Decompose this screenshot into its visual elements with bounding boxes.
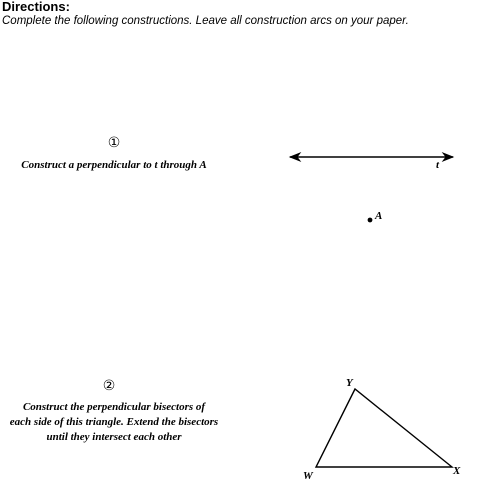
point-a-label: A	[375, 210, 383, 222]
vertex-w-label: W	[303, 470, 313, 480]
problem-2-text-line-2: each side of this triangle. Extend the bisectors	[9, 416, 219, 428]
triangle-wxy	[316, 389, 452, 467]
problem-2-number: ②	[102, 378, 116, 394]
vertex-y-label: Y	[346, 377, 353, 389]
directions-title: Directions:	[2, 0, 70, 14]
problem-1-text: Construct a perpendicular to t through A	[21, 159, 207, 171]
point-a	[368, 218, 373, 223]
directions-text: Complete the following constructions. Leave all construction arcs on your paper.	[2, 15, 409, 27]
vertex-x-label: X	[453, 465, 461, 477]
problem-2-text-line-3: until they intersect each other	[46, 431, 182, 443]
problem-1-number: ①	[107, 135, 121, 151]
line-t-label: t	[436, 159, 440, 171]
problem-2-text-line-1: Construct the perpendicular bisectors of	[22, 401, 206, 413]
